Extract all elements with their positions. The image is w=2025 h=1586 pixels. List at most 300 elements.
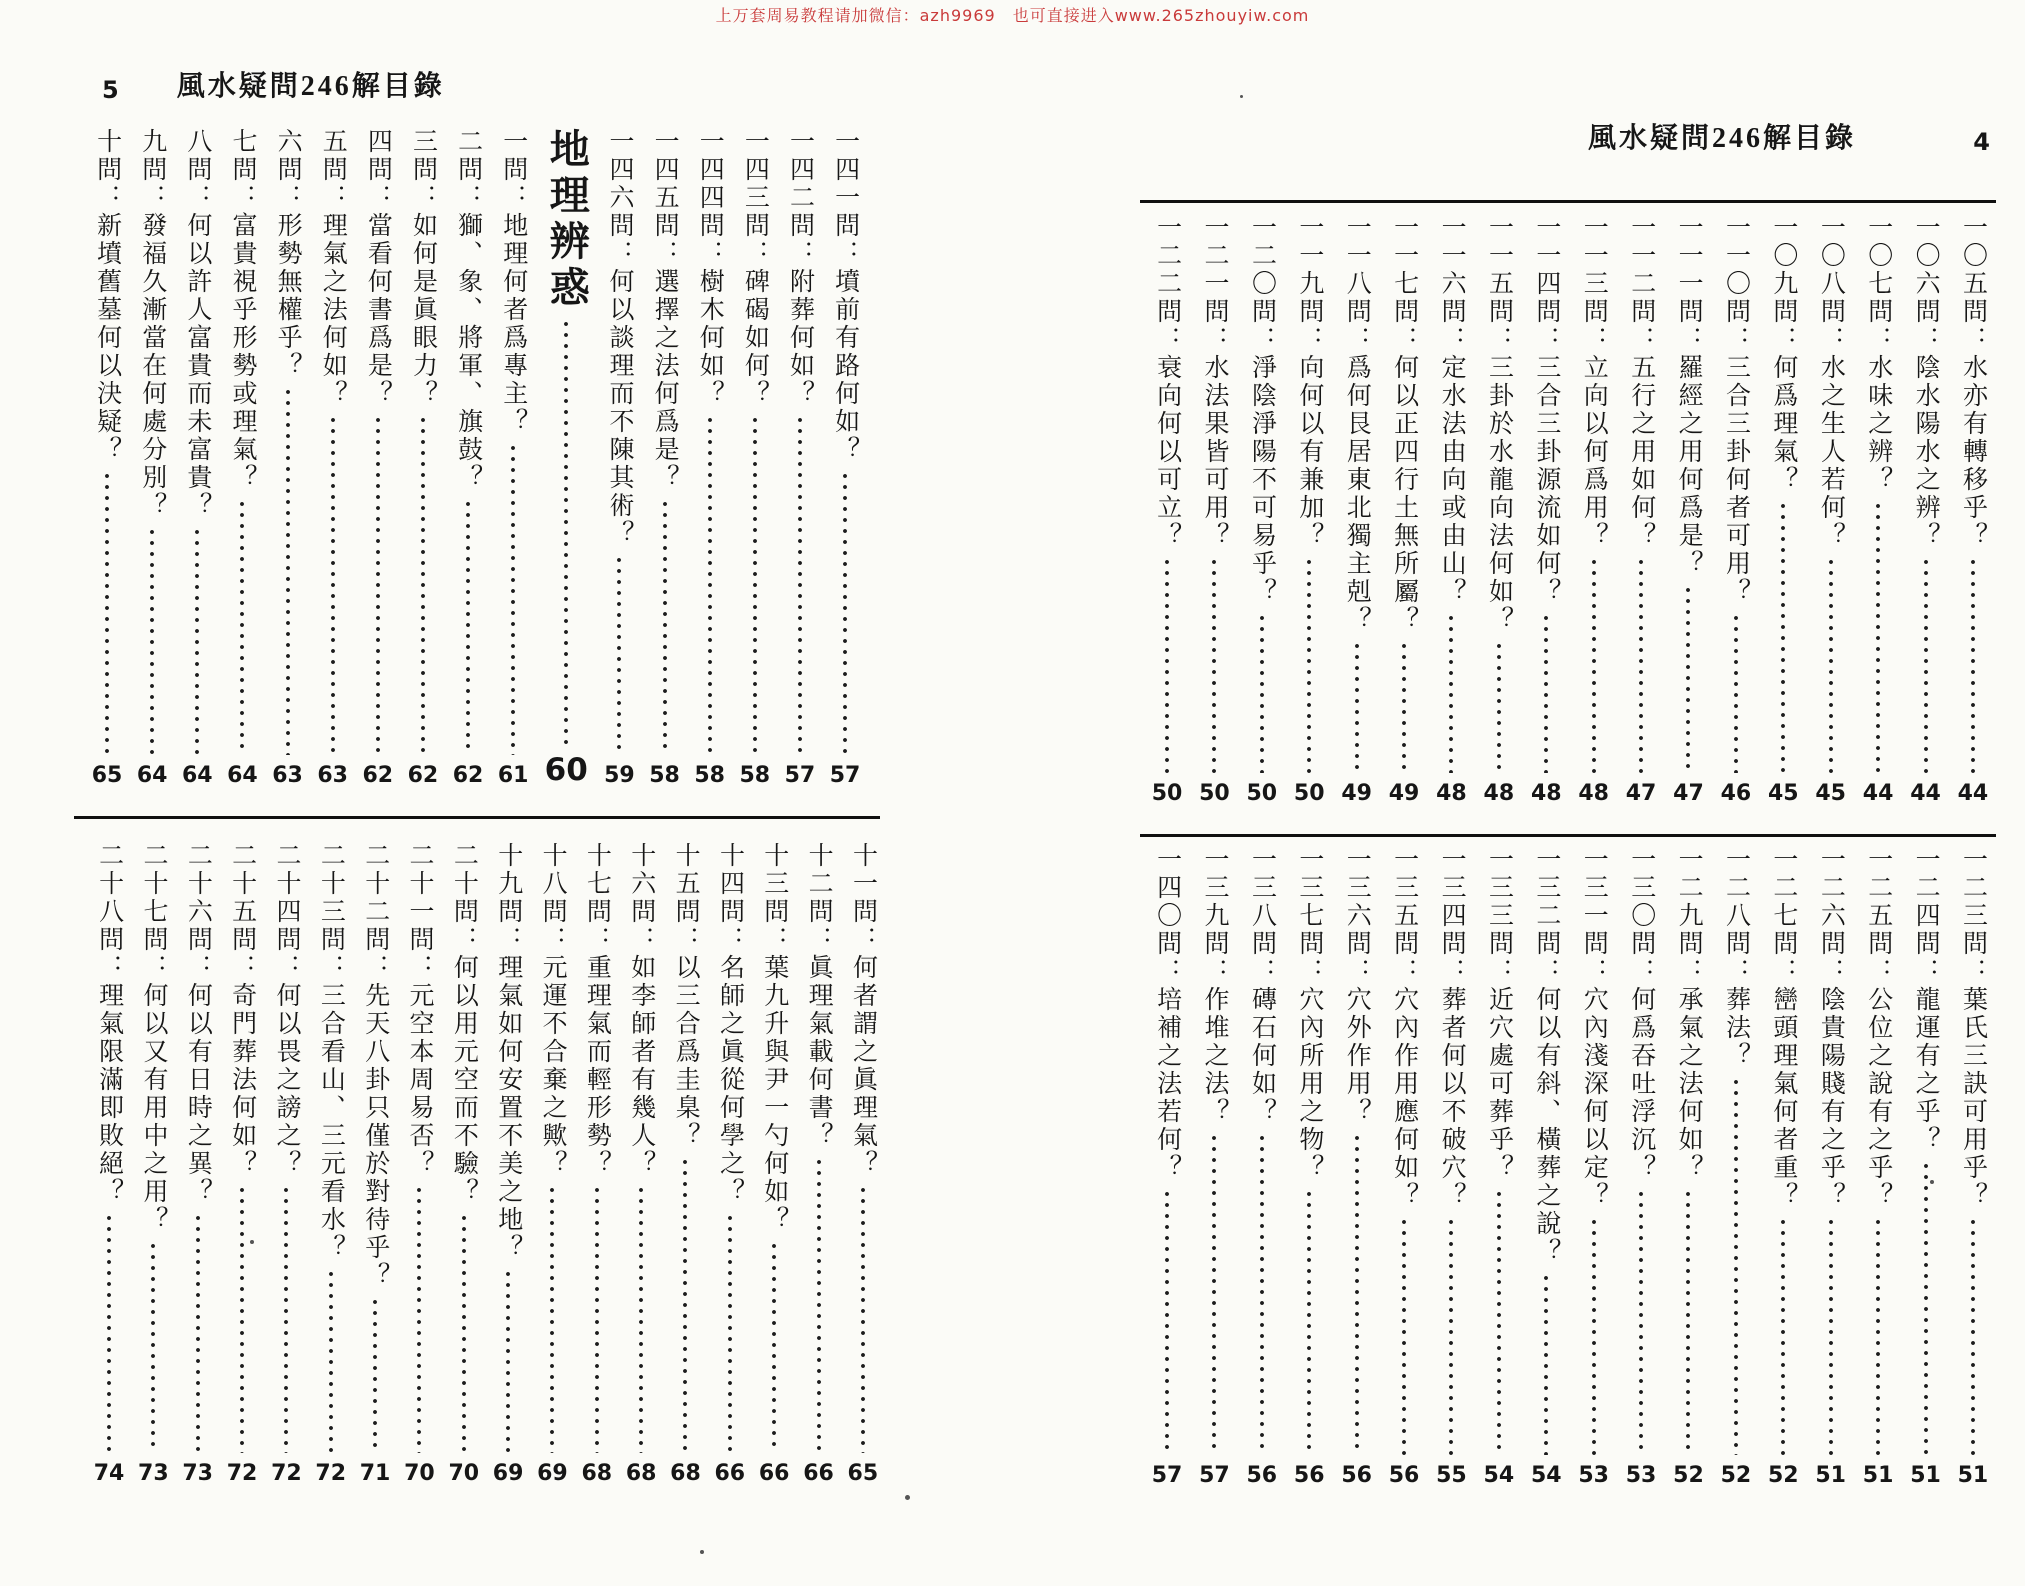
question-text: 一三四問：葬者何以不破穴？ (1438, 846, 1466, 1210)
dotted-leader (1733, 1078, 1739, 1455)
toc-column (757, 842, 791, 1486)
page-ref: 53 (1625, 1463, 1657, 1488)
dotted-leader (104, 472, 110, 755)
question-text: 二十八問：理氣限滿即敗絕？ (95, 842, 123, 1206)
dotted-leader (375, 416, 381, 755)
dotted-leader (1306, 1190, 1312, 1455)
question-text: 一二一問：水法果皆可用？ (1201, 214, 1229, 550)
page-ref: 52 (1720, 1463, 1752, 1488)
page-ref: 62 (362, 763, 394, 788)
toc-column (181, 842, 215, 1486)
page-ref: 48 (1578, 781, 1609, 806)
toc-column (802, 842, 836, 1486)
left-page-number: 5 (102, 76, 119, 104)
question-text: 一四五問：選擇之法何爲是？ (651, 128, 679, 492)
question-text: 十四問：名師之眞從何學之？ (716, 842, 744, 1206)
page-ref: 48 (1483, 781, 1515, 806)
toc-column (738, 128, 772, 788)
question-text: 三問：如何是眞眼力？ (409, 128, 437, 408)
dotted-leader (662, 500, 668, 755)
toc-column (1197, 214, 1231, 806)
toc-column (1292, 214, 1326, 806)
toc-column (1482, 846, 1516, 1488)
page-ref: 63 (317, 763, 348, 788)
toc-column (1529, 846, 1563, 1488)
question-text: 一三六問：穴外作用？ (1343, 846, 1371, 1126)
toc-column (668, 842, 702, 1486)
question-text: 一一〇問：三合三卦何者可用？ (1722, 214, 1750, 606)
dotted-leader (465, 500, 471, 755)
toc-column (1766, 846, 1800, 1488)
page-ref: 52 (1767, 1463, 1799, 1488)
question-text: 二十一問：元空本周易否？ (406, 842, 434, 1178)
question-text: 二十三問：三合看山、三元看水？ (317, 842, 345, 1262)
question-text: 八問：何以許人富貴而未富貴？ (183, 128, 211, 520)
page-ref: 66 (714, 1461, 746, 1486)
dotted-leader (1354, 642, 1360, 773)
dotted-leader (1401, 1218, 1407, 1455)
toc-column (1577, 214, 1611, 806)
page-ref: 56 (1388, 1463, 1420, 1488)
page-ref: 51 (1957, 1463, 1989, 1488)
section-title: 地理辨惑 (544, 128, 590, 312)
question-text: 一一六問：定水法由向或由山？ (1438, 214, 1466, 606)
question-text: 一二七問：巒頭理氣何者重？ (1769, 846, 1797, 1210)
page-ref: 68 (670, 1461, 701, 1486)
question-text: 二十問：何以用元空而不驗？ (450, 842, 478, 1206)
question-text: 一二九問：承氣之法何如？ (1675, 846, 1703, 1182)
page-ref: 70 (404, 1461, 435, 1486)
toc-column (1956, 214, 1990, 806)
dotted-leader (1496, 642, 1502, 773)
question-text: 一四〇問：培補之法若何？ (1153, 846, 1181, 1182)
page-ref: 58 (649, 763, 680, 788)
page-ref: 57 (784, 763, 816, 788)
question-text: 二十五問：奇門葬法何如？ (228, 842, 256, 1178)
toc-column (1150, 846, 1184, 1488)
toc-column (271, 128, 305, 788)
toc-column (491, 842, 525, 1486)
dotted-leader (149, 528, 155, 755)
toc-column (1340, 214, 1374, 806)
toc-column (783, 128, 817, 788)
question-text: 一二八問：葬法？ (1722, 846, 1750, 1070)
toc-column (1434, 846, 1468, 1488)
dotted-leader (239, 1186, 245, 1453)
page-ref: 58 (694, 763, 725, 788)
dotted-leader (1259, 1134, 1265, 1455)
dotted-leader (1638, 1190, 1644, 1455)
page-ref: 52 (1673, 1463, 1704, 1488)
dotted-leader (752, 416, 758, 755)
dotted-leader (195, 1214, 201, 1453)
toc-column (1671, 846, 1705, 1488)
toc-column (447, 842, 481, 1486)
divider-line (1140, 834, 1996, 837)
question-text: 二問：獅、象、將軍、旗鼓？ (454, 128, 482, 492)
dotted-leader (1875, 1218, 1881, 1455)
dotted-leader (106, 1214, 112, 1453)
toc-column (1529, 214, 1563, 806)
question-text: 十八問：元運不合棄之歟？ (539, 842, 567, 1178)
question-text: 五問：理氣之法何如？ (319, 128, 347, 408)
left-page-header (102, 64, 445, 104)
toc-column (1245, 846, 1279, 1488)
dotted-leader (1259, 614, 1265, 773)
page-ref: 71 (359, 1461, 391, 1486)
toc-column (1956, 846, 1990, 1488)
dotted-leader (1875, 502, 1881, 773)
question-text: 一三九問：作堆之法？ (1201, 846, 1229, 1126)
toc-column (358, 842, 392, 1486)
toc-column (580, 842, 614, 1486)
dotted-leader (1828, 558, 1834, 773)
dotted-leader (239, 500, 245, 755)
page-ref: 72 (226, 1461, 258, 1486)
left-page-title: 風水疑問246解目錄 (176, 71, 445, 102)
page-ref: 68 (581, 1461, 613, 1486)
toc-column (1814, 846, 1848, 1488)
page-ref: 61 (497, 763, 529, 788)
dotted-leader (1828, 1218, 1834, 1455)
dotted-leader (1543, 1274, 1549, 1455)
page-ref: 64 (136, 763, 168, 788)
dotted-leader (420, 416, 426, 755)
dotted-leader (682, 1158, 688, 1453)
question-text: 一三三問：近穴處可葬乎？ (1485, 846, 1513, 1182)
question-text: 一〇六問：陰水陽水之辨？ (1912, 214, 1940, 550)
toc-column (1719, 846, 1753, 1488)
toc-column (624, 842, 658, 1486)
page-ref: 51 (1862, 1463, 1894, 1488)
question-text: 一二三問：葉氏三訣可用乎？ (1959, 846, 1987, 1210)
dotted-leader (860, 1186, 866, 1453)
page-ref: 74 (93, 1461, 125, 1486)
page-ref: 65 (847, 1461, 879, 1486)
question-text: 一一四問：三合三卦源流如何？ (1532, 214, 1560, 606)
dotted-leader (1970, 1218, 1976, 1455)
page-ref: 73 (138, 1461, 169, 1486)
dotted-leader (816, 1158, 822, 1453)
dotted-leader (797, 416, 803, 755)
toc-block-left-bottom (92, 842, 880, 1486)
toc-section-column (541, 128, 591, 788)
question-text: 十三問：葉九升與尹一勺何如？ (760, 842, 788, 1234)
dotted-leader (1496, 1190, 1502, 1455)
dotted-leader (1780, 502, 1786, 773)
toc-block-right-bottom (1150, 846, 1990, 1488)
question-text: 一一九問：向何以有兼加？ (1295, 214, 1323, 550)
divider-line (74, 816, 880, 819)
page-ref: 60 (544, 752, 588, 788)
dotted-leader (1354, 1134, 1360, 1455)
page-ref: 68 (625, 1461, 657, 1486)
dotted-leader (1970, 558, 1976, 773)
dotted-leader (510, 444, 516, 755)
question-text: 九問：發福久漸當在何處分別？ (138, 128, 166, 520)
dotted-leader (194, 528, 200, 755)
dotted-leader (283, 1186, 289, 1453)
page-ref: 56 (1246, 1463, 1278, 1488)
question-text: 二十二問：先天八卦只僅於對待乎？ (361, 842, 389, 1290)
toc-column (713, 842, 747, 1486)
dotted-leader (1591, 1218, 1597, 1455)
dotted-leader (416, 1186, 422, 1453)
question-text: 一二四問：龍運有之乎？ (1912, 846, 1940, 1154)
question-text: 二十六問：何以有日時之異？ (184, 842, 212, 1206)
page-ref: 48 (1436, 781, 1467, 806)
dotted-leader (1733, 614, 1739, 773)
question-text: 一三八問：磚石何如？ (1248, 846, 1276, 1126)
question-text: 一一三問：立向以何爲用？ (1580, 214, 1608, 550)
toc-column (90, 128, 124, 788)
toc-column (648, 128, 682, 788)
page-ref: 54 (1483, 1463, 1515, 1488)
question-text: 一一一問：羅經之用何爲是？ (1675, 214, 1703, 578)
dotted-leader (1638, 558, 1644, 773)
right-page-header (1588, 116, 1990, 156)
toc-column (828, 128, 862, 788)
dotted-leader (1685, 586, 1691, 773)
question-text: 七問：富貴視乎形勢或理氣？ (229, 128, 256, 492)
dotted-leader (1164, 1190, 1170, 1455)
right-page-title: 風水疑問246解目錄 (1588, 123, 1857, 154)
toc-column (1671, 214, 1705, 806)
page-ref: 50 (1293, 781, 1325, 806)
page-ref: 56 (1293, 1463, 1325, 1488)
question-text: 一三二問：何以有斜、橫葬之說？ (1532, 846, 1560, 1266)
dotted-leader (549, 1186, 555, 1453)
page-ref: 44 (1862, 781, 1894, 806)
question-text: 十問：新墳舊墓何以決疑？ (93, 128, 121, 464)
question-text: 一問：地理何者爲專主？ (499, 128, 527, 436)
question-text: 十六問：如李師者有幾人？ (627, 842, 655, 1178)
toc-column (225, 128, 259, 788)
toc-column (180, 128, 214, 788)
dotted-leader (707, 416, 713, 755)
dotted-leader (1306, 558, 1312, 773)
question-text: 二十四問：何以畏之謗之？ (273, 842, 300, 1178)
page-ref: 46 (1720, 781, 1752, 806)
page-ref: 50 (1246, 781, 1278, 806)
page-ref: 53 (1578, 1463, 1609, 1488)
dotted-leader (1211, 558, 1217, 773)
watermark-text: 上万套周易教程请加微信：azh9969 也可直接进入www.265zhouyiw.com (715, 6, 1310, 25)
page-ref: 57 (1199, 1463, 1230, 1488)
page-ref: 48 (1530, 781, 1562, 806)
page-ref: 63 (272, 763, 303, 788)
toc-column (361, 128, 395, 788)
dotted-leader (505, 1270, 511, 1453)
page-ref: 57 (1151, 1463, 1183, 1488)
dotted-leader (1448, 1218, 1454, 1455)
dotted-leader (1923, 558, 1929, 773)
question-text: 十一問：何者謂之眞理氣？ (849, 842, 877, 1178)
page-ref: 72 (271, 1461, 302, 1486)
dotted-leader (594, 1186, 600, 1453)
toc-column (1387, 214, 1421, 806)
question-text: 一〇五問：水亦有轉移乎？ (1959, 214, 1987, 550)
page-ref: 69 (492, 1461, 524, 1486)
dotted-leader (616, 556, 622, 755)
page-ref: 66 (803, 1461, 834, 1486)
page-ref: 50 (1151, 781, 1183, 806)
page-ref: 55 (1436, 1463, 1467, 1488)
dotted-leader (372, 1298, 378, 1453)
question-text: 一一二問：五行之用如何？ (1627, 214, 1655, 550)
toc-column (535, 842, 569, 1486)
dotted-leader (638, 1186, 644, 1453)
page-ref: 65 (91, 763, 123, 788)
dotted-leader (328, 1270, 334, 1453)
page-ref: 62 (452, 763, 484, 788)
scan-speck (1240, 95, 1243, 98)
page-ref: 64 (227, 763, 258, 788)
page-ref: 56 (1341, 1463, 1372, 1488)
toc-column (316, 128, 350, 788)
toc-column (1292, 846, 1326, 1488)
page-ref: 44 (1957, 781, 1989, 806)
toc-column (135, 128, 169, 788)
question-text: 一〇七問：水味之辨？ (1864, 214, 1892, 494)
toc-column (1766, 214, 1800, 806)
question-text: 一二二問：衰向何以可立？ (1153, 214, 1181, 550)
dotted-leader (330, 416, 336, 755)
dotted-leader (1923, 1162, 1929, 1455)
toc-column (451, 128, 485, 788)
question-text: 十九問：理氣如何安置不美之地？ (494, 842, 522, 1262)
toc-column (92, 842, 126, 1486)
page-ref: 57 (829, 763, 861, 788)
toc-column (846, 842, 880, 1486)
dotted-leader (461, 1214, 467, 1453)
dotted-leader (1685, 1190, 1691, 1455)
scan-speck (1930, 1180, 1934, 1184)
toc-column (402, 842, 436, 1486)
page-ref: 72 (315, 1461, 347, 1486)
question-text: 一四一問：墳前有路何如？ (831, 128, 859, 464)
dotted-leader (285, 388, 291, 755)
page-ref: 62 (407, 763, 439, 788)
toc-column (1482, 214, 1516, 806)
toc-column (496, 128, 530, 788)
dotted-leader (1448, 614, 1454, 773)
divider-line (1140, 200, 1996, 203)
question-text: 一三五問：穴內作用應何如？ (1390, 846, 1418, 1210)
dotted-leader (150, 1242, 156, 1453)
question-text: 一二〇問：淨陰淨陽不可易乎？ (1248, 214, 1276, 606)
question-text: 一四二問：附葬何如？ (786, 128, 814, 408)
right-page-number: 4 (1973, 128, 1990, 156)
toc-column (1909, 846, 1943, 1488)
question-text: 一四六問：何以談理而不陳其術？ (606, 128, 633, 548)
question-text: 一二六問：陰貴陽賤有之乎？ (1817, 846, 1845, 1210)
page-ref: 69 (537, 1461, 568, 1486)
question-text: 一三一問：穴內淺深何以定？ (1580, 846, 1608, 1210)
page-ref: 66 (758, 1461, 790, 1486)
toc-column (1150, 214, 1184, 806)
page-ref: 45 (1767, 781, 1799, 806)
page-ref: 59 (604, 763, 635, 788)
dotted-leader (1164, 558, 1170, 773)
toc-column (1814, 214, 1848, 806)
toc-column (1340, 846, 1374, 1488)
scan-speck (905, 1495, 910, 1500)
toc-column (314, 842, 348, 1486)
question-text: 一〇九問：何爲理氣？ (1769, 214, 1797, 494)
toc-column (406, 128, 440, 788)
question-text: 一四四問：樹木何如？ (696, 128, 724, 408)
toc-column (1387, 846, 1421, 1488)
page-ref: 51 (1910, 1463, 1941, 1488)
dotted-leader (1780, 1218, 1786, 1455)
question-text: 一一五問：三卦於水龍向法何如？ (1485, 214, 1513, 634)
question-text: 一四三問：碑碣如何？ (741, 128, 769, 408)
question-text: 六問：形勢無權乎？ (274, 128, 302, 380)
dotted-leader (563, 320, 569, 744)
toc-column (1577, 846, 1611, 1488)
dotted-leader (1211, 1134, 1217, 1455)
page-ref: 47 (1625, 781, 1657, 806)
question-text: 一一八問：爲何艮居東北獨主剋？ (1343, 214, 1371, 634)
scan-speck (700, 1550, 704, 1554)
toc-column (136, 842, 170, 1486)
question-text: 一三〇問：何爲吞吐浮沉？ (1627, 846, 1655, 1182)
toc-column (1861, 214, 1895, 806)
toc-column (1909, 214, 1943, 806)
toc-block-right-top (1150, 214, 1990, 806)
page-ref: 73 (182, 1461, 213, 1486)
question-text: 一〇八問：水之生人若何？ (1817, 214, 1845, 550)
question-text: 二十七問：何以又有用中之用？ (139, 842, 167, 1234)
toc-column (1434, 214, 1468, 806)
page-ref: 45 (1815, 781, 1846, 806)
question-text: 一一七問：何以正四行土無所屬？ (1390, 214, 1418, 634)
dotted-leader (1591, 558, 1597, 773)
toc-column (225, 842, 259, 1486)
toc-column (693, 128, 727, 788)
question-text: 四問：當看何書爲是？ (364, 128, 392, 408)
toc-block-left-top (90, 128, 862, 788)
toc-column (1719, 214, 1753, 806)
page-ref: 44 (1910, 781, 1941, 806)
question-text: 一三七問：穴內所用之物？ (1295, 846, 1323, 1182)
dotted-leader (1401, 642, 1407, 773)
page-ref: 54 (1530, 1463, 1562, 1488)
question-text: 十五問：以三合爲圭臬？ (672, 842, 700, 1150)
dotted-leader (771, 1242, 777, 1453)
page-ref: 51 (1815, 1463, 1846, 1488)
toc-column (1624, 846, 1658, 1488)
dotted-leader (842, 472, 848, 755)
page-ref: 49 (1388, 781, 1420, 806)
page-ref: 58 (739, 763, 771, 788)
page-ref: 47 (1673, 781, 1704, 806)
page-ref: 49 (1341, 781, 1372, 806)
question-text: 一二五問：公位之說有之乎？ (1864, 846, 1892, 1210)
dotted-leader (727, 1214, 733, 1453)
question-text: 十七問：重理氣而輕形勢？ (583, 842, 611, 1178)
dotted-leader (1543, 614, 1549, 773)
page-ref: 50 (1199, 781, 1230, 806)
toc-column (1624, 214, 1658, 806)
toc-column (602, 128, 636, 788)
question-text: 十二問：眞理氣載何書？ (805, 842, 833, 1150)
toc-column (1245, 214, 1279, 806)
toc-column (269, 842, 303, 1486)
page-ref: 64 (181, 763, 213, 788)
scan-speck (250, 1240, 254, 1244)
